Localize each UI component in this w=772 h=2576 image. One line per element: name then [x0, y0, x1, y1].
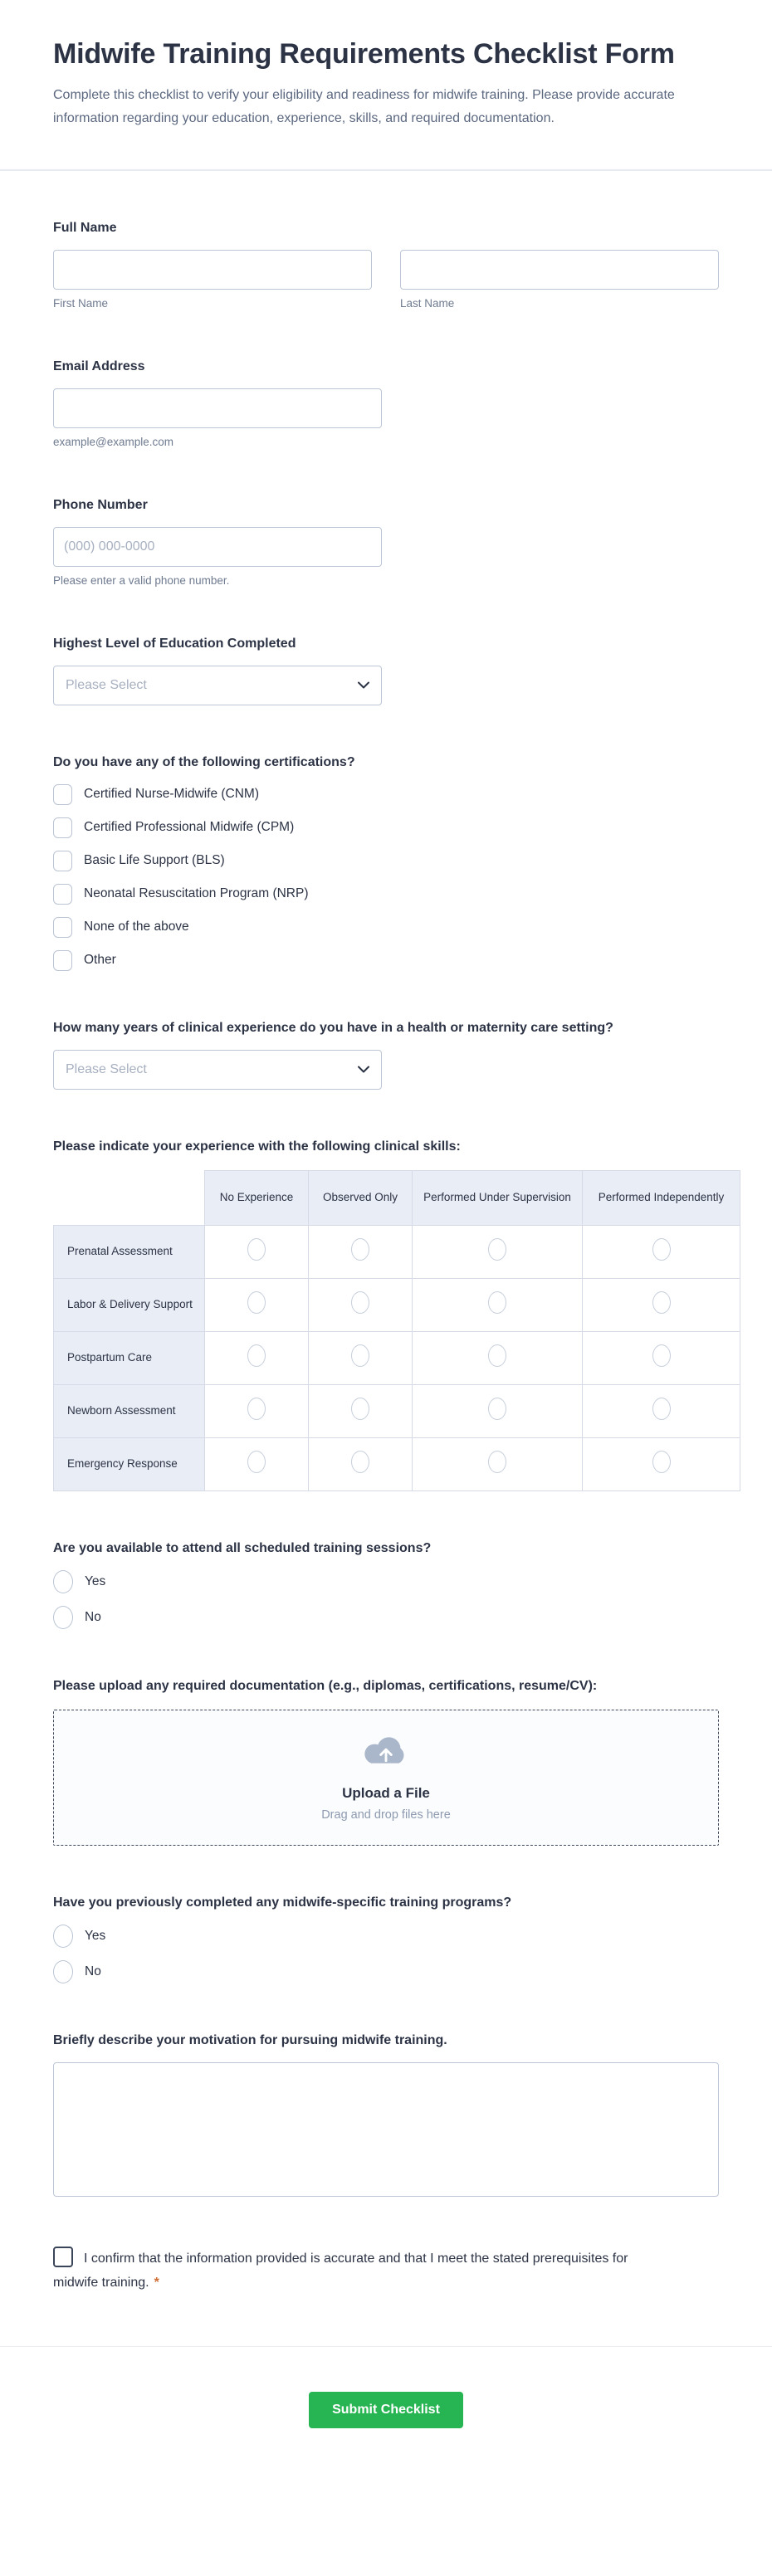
availability-yes-label: Yes: [85, 1573, 106, 1588]
chevron-down-icon: [358, 681, 369, 689]
cnm-label: Certified Nurse-Midwife (CNM): [84, 787, 259, 802]
previous-training-options: [53, 1925, 719, 1983]
skills-matrix-table: [53, 1170, 740, 1491]
upload-drag-text: Drag and drop files here: [321, 1808, 451, 1822]
matrix-col-performed-under-supervision: Performed Under Supervision: [413, 1170, 583, 1225]
experience-years-label: How many years of clinical experience do you have in a health or maternity care setting?: [53, 1020, 613, 1035]
matrix-corner-cell: [54, 1170, 205, 1225]
availability-label: Are you available to attend all scheduled training sessions?: [53, 1540, 432, 1555]
bls-checkbox[interactable]: [53, 851, 72, 871]
phone-hint: Please enter a valid phone number.: [53, 573, 230, 587]
email-hint: example@example.com: [53, 435, 174, 448]
matrix-radio-emergency-under-supervision[interactable]: [488, 1451, 506, 1473]
certification-option-cnm: [53, 784, 719, 805]
matrix-row-newborn-assessment: [54, 1384, 740, 1437]
matrix-row-postpartum-care: [54, 1331, 740, 1384]
previous-training-label: Have you previously completed any midwife-specific training programs?: [53, 1895, 512, 1910]
matrix-col-no-experience: No Experience: [205, 1170, 309, 1225]
previous-training-no-label: No: [85, 1964, 101, 1978]
matrix-radio-emergency-independently[interactable]: [652, 1451, 671, 1473]
matrix-row-label: Newborn Assessment: [54, 1384, 205, 1437]
none-of-above-checkbox[interactable]: [53, 917, 72, 938]
matrix-radio-postpartum-under-supervision[interactable]: [488, 1344, 506, 1367]
email-label: Email Address: [53, 359, 145, 373]
last-name-sublabel: Last Name: [400, 296, 455, 310]
matrix-radio-labor-observed-only[interactable]: [351, 1291, 369, 1314]
matrix-radio-postpartum-independently[interactable]: [652, 1344, 671, 1367]
motivation-label: Briefly describe your motivation for pursuing midwife training.: [53, 2032, 447, 2047]
confirmation-checkbox[interactable]: [53, 2247, 73, 2267]
form-description: Complete this checklist to verify your eligibility and readiness for midwife training. Please provide accurate information regarding your education, experience, skills, and required documentation.: [53, 87, 675, 126]
matrix-radio-prenatal-independently[interactable]: [652, 1238, 671, 1261]
upload-cloud-icon: [360, 1734, 412, 1772]
phone-label: Phone Number: [53, 497, 148, 512]
certification-option-none: [53, 917, 719, 938]
education-select-value: Please Select: [66, 677, 147, 692]
phone-input[interactable]: [53, 527, 382, 567]
field-previous-training: [53, 1893, 719, 1983]
submit-button[interactable]: Submit Checklist: [309, 2392, 463, 2428]
availability-options: [53, 1570, 719, 1629]
education-select[interactable]: [53, 666, 382, 705]
availability-option-no: [53, 1606, 719, 1629]
skills-matrix-label: Please indicate your experience with the following clinical skills:: [53, 1139, 461, 1154]
cnm-checkbox[interactable]: [53, 784, 72, 805]
upload-label: Please upload any required documentation (e.g., diplomas, certifications, resume/CV):: [53, 1678, 598, 1693]
motivation-textarea[interactable]: [53, 2062, 719, 2197]
cpm-label: Certified Professional Midwife (CPM): [84, 820, 295, 835]
full-name-label: Full Name: [53, 220, 117, 235]
matrix-radio-prenatal-observed-only[interactable]: [351, 1238, 369, 1261]
previous-training-yes-label: Yes: [85, 1928, 106, 1943]
matrix-radio-newborn-under-supervision[interactable]: [488, 1398, 506, 1420]
other-checkbox[interactable]: [53, 950, 72, 971]
previous-training-yes-radio[interactable]: [53, 1925, 73, 1948]
matrix-radio-labor-independently[interactable]: [652, 1291, 671, 1314]
certification-option-bls: [53, 851, 719, 871]
matrix-radio-emergency-observed-only[interactable]: [351, 1451, 369, 1473]
field-upload: [53, 1676, 719, 1846]
nrp-label: Neonatal Resuscitation Program (NRP): [84, 886, 309, 901]
field-education: [53, 634, 719, 705]
email-input[interactable]: [53, 388, 382, 428]
matrix-radio-labor-under-supervision[interactable]: [488, 1291, 506, 1314]
page-title: Midwife Training Requirements Checklist Form: [53, 38, 675, 70]
last-name-input[interactable]: [400, 250, 719, 290]
matrix-row-emergency-response: [54, 1437, 740, 1490]
availability-yes-radio[interactable]: [53, 1570, 73, 1593]
field-motivation: [53, 2031, 719, 2197]
certification-option-nrp: [53, 884, 719, 905]
certification-option-cpm: [53, 817, 719, 838]
cpm-checkbox[interactable]: [53, 817, 72, 838]
previous-training-option-yes: [53, 1925, 719, 1948]
field-experience-years: [53, 1018, 719, 1090]
field-certifications: [53, 753, 719, 971]
experience-years-select[interactable]: [53, 1050, 382, 1090]
matrix-row-labor-delivery-support: [54, 1278, 740, 1331]
availability-no-label: No: [85, 1609, 101, 1624]
upload-button-text: Upload a File: [342, 1784, 430, 1801]
matrix-radio-newborn-no-experience[interactable]: [247, 1398, 266, 1420]
matrix-radio-emergency-no-experience[interactable]: [247, 1451, 266, 1473]
first-name-input[interactable]: [53, 250, 372, 290]
matrix-row-prenatal-assessment: [54, 1225, 740, 1278]
field-skills-matrix: [53, 1137, 725, 1491]
matrix-radio-newborn-independently[interactable]: [652, 1398, 671, 1420]
certifications-options: [53, 784, 719, 971]
availability-no-radio[interactable]: [53, 1606, 73, 1629]
nrp-checkbox[interactable]: [53, 884, 72, 905]
matrix-col-observed-only: Observed Only: [309, 1170, 413, 1225]
matrix-row-label: Prenatal Assessment: [54, 1225, 205, 1278]
field-confirmation: [53, 2247, 667, 2295]
file-upload-dropzone[interactable]: [53, 1710, 719, 1846]
field-email: [53, 357, 719, 448]
none-of-above-label: None of the above: [84, 920, 189, 934]
certification-option-other: [53, 950, 719, 971]
required-asterisk: *: [154, 2275, 159, 2290]
field-full-name: [53, 218, 719, 310]
previous-training-option-no: [53, 1960, 719, 1983]
availability-option-yes: [53, 1570, 719, 1593]
full-name-inputs: [53, 250, 719, 310]
education-label: Highest Level of Education Completed: [53, 636, 296, 651]
form-footer: [0, 2346, 772, 2476]
matrix-radio-prenatal-no-experience[interactable]: [247, 1238, 266, 1261]
matrix-row-label: Emergency Response: [54, 1437, 205, 1490]
form-body: [0, 218, 772, 2295]
field-availability: [53, 1539, 719, 1629]
matrix-row-label: Labor & Delivery Support: [54, 1278, 205, 1331]
certifications-label: Do you have any of the following certifications?: [53, 754, 355, 769]
previous-training-no-radio[interactable]: [53, 1960, 73, 1983]
matrix-radio-prenatal-under-supervision[interactable]: [488, 1238, 506, 1261]
first-name-sublabel: First Name: [53, 296, 109, 310]
other-label: Other: [84, 953, 116, 968]
matrix-radio-postpartum-observed-only[interactable]: [351, 1344, 369, 1367]
matrix-radio-labor-no-experience[interactable]: [247, 1291, 266, 1314]
matrix-radio-newborn-observed-only[interactable]: [351, 1398, 369, 1420]
matrix-col-performed-independently: Performed Independently: [583, 1170, 740, 1225]
chevron-down-icon: [358, 1066, 369, 1073]
form-header: [0, 0, 772, 171]
field-phone: [53, 495, 719, 587]
matrix-radio-postpartum-no-experience[interactable]: [247, 1344, 266, 1367]
matrix-row-label: Postpartum Care: [54, 1331, 205, 1384]
bls-label: Basic Life Support (BLS): [84, 853, 225, 868]
confirmation-label: I confirm that the information provided is accurate and that I meet the stated prerequisites for midwife training.: [53, 2251, 628, 2290]
experience-years-select-value: Please Select: [66, 1061, 147, 1076]
